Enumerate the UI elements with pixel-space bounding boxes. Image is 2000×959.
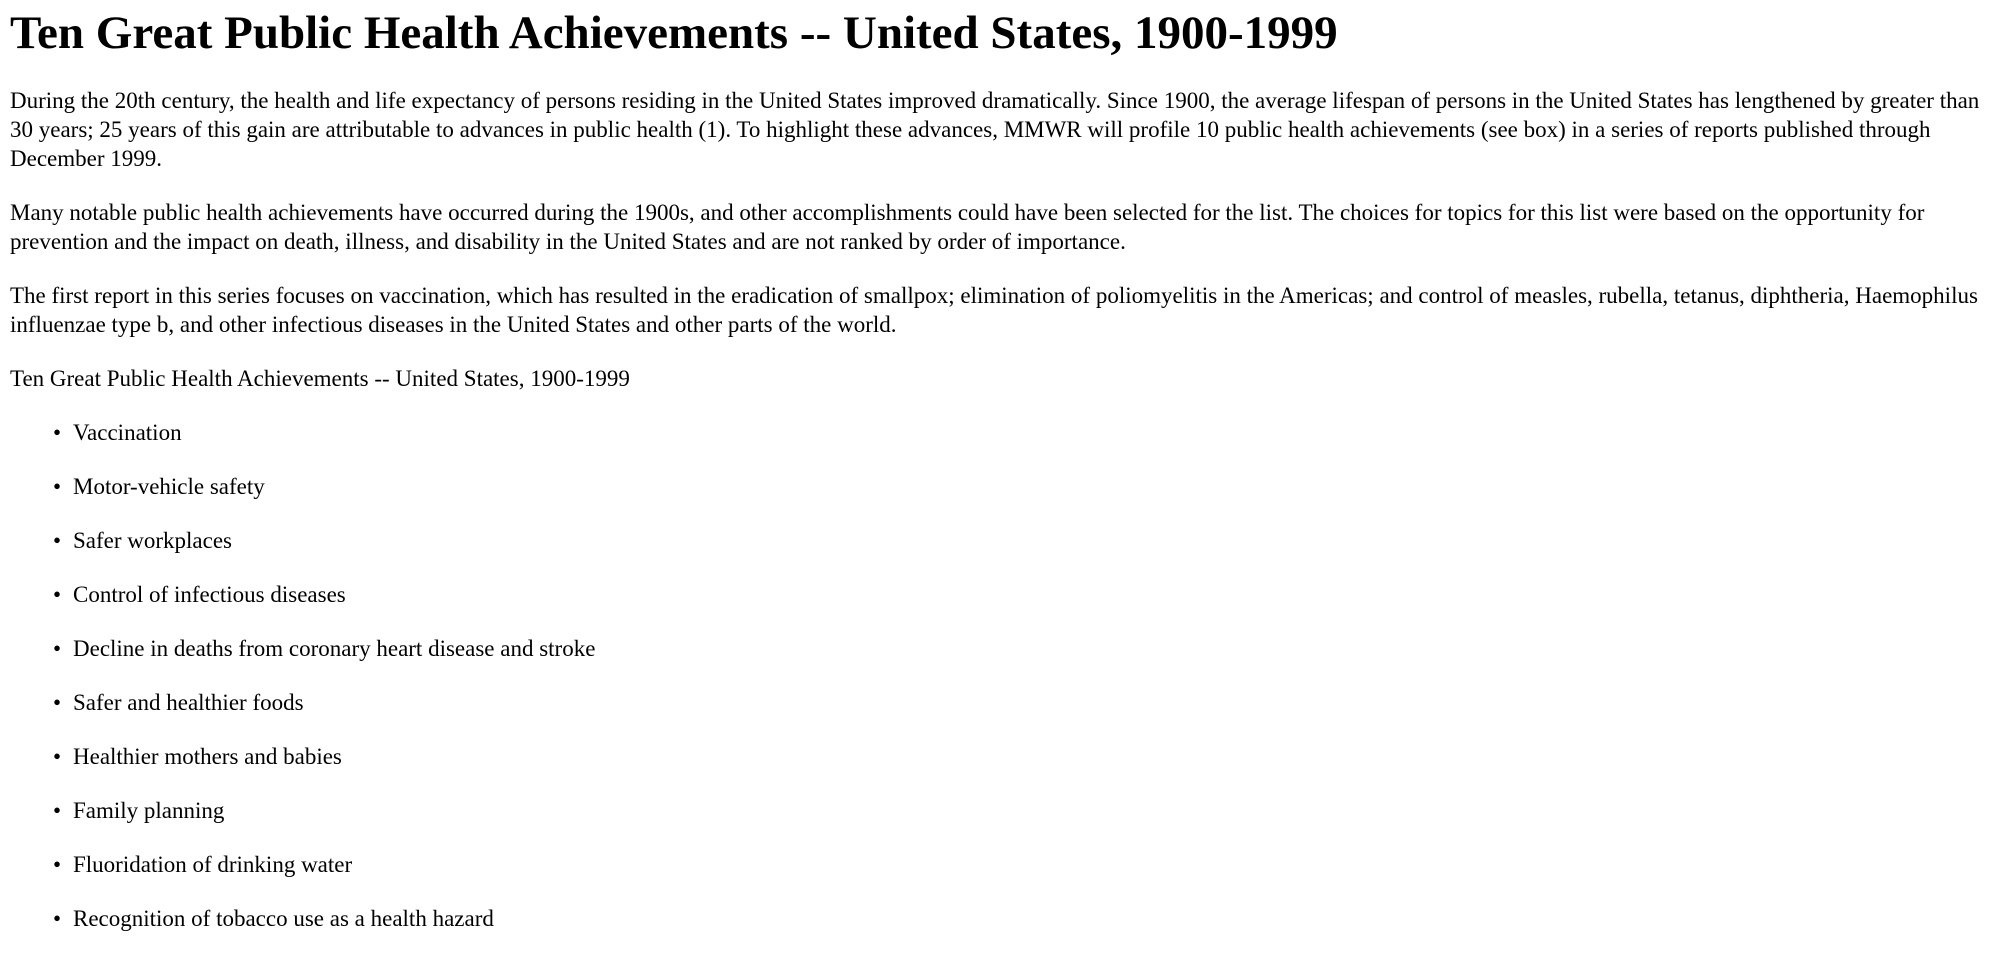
document-page: [0, 6, 2000, 933]
bullet-icon: •: [53, 635, 62, 661]
achievements-list-title: Ten Great Public Health Achievements -- United States, 1900-1999: [10, 365, 630, 391]
list-item: [53, 473, 1990, 502]
list-item-text: Decline in deaths from coronary heart disease and stroke: [73, 635, 596, 661]
bullet-icon: •: [53, 689, 62, 715]
list-item: [53, 851, 1990, 880]
list-item-text: Control of infectious diseases: [73, 581, 346, 607]
bullet-icon: •: [53, 851, 62, 877]
list-item-text: Family planning: [73, 797, 225, 823]
intro-paragraph: During the 20th century, the health and life expectancy of persons residing in the United States improved dramatically. Since 1900, the average lifespan of persons in the United States has lengthened by greater than 30 years; 25 years of this gain are attributable to advances in public health (1). To highlight these advances, MMWR will profile 10 public health achievements (see box) in a series of reports published through December 1999.: [10, 88, 1980, 171]
list-item: [53, 419, 1990, 448]
list-item: [53, 581, 1990, 610]
achievements-list: [10, 419, 1990, 934]
selection-paragraph: Many notable public health achievements have occurred during the 1900s, and other accomplishments could have been selected for the list. The choices for topics for this list were based on the opportunity for prevention and the impact on death, illness, and disability in the United States and are not ranked by order of importance.: [10, 199, 1925, 254]
bullet-icon: •: [53, 581, 62, 607]
list-item: [53, 905, 1990, 934]
list-item-text: Safer and healthier foods: [73, 689, 304, 715]
list-item-text: Recognition of tobacco use as a health hazard: [73, 905, 494, 931]
bullet-icon: •: [53, 743, 62, 769]
list-item-text: Fluoridation of drinking water: [73, 851, 353, 877]
bullet-icon: •: [53, 473, 62, 499]
list-item: [53, 797, 1990, 826]
list-item-text: Motor-vehicle safety: [73, 473, 265, 499]
bullet-icon: •: [53, 419, 62, 445]
list-item-text: Vaccination: [73, 419, 182, 445]
bullet-icon: •: [53, 797, 62, 823]
list-item: [53, 743, 1990, 772]
bullet-icon: •: [53, 905, 62, 931]
vaccination-paragraph: The first report in this series focuses on vaccination, which has resulted in the eradication of smallpox; elimination of poliomyelitis in the Americas; and control of measles, rubella, tetanus, diphtheria, Haemophilus influenzae type b, and other infectious diseases in the United States and other parts of the world.: [10, 282, 1978, 337]
page-title: Ten Great Public Health Achievements -- United States, 1900-1999: [10, 7, 1338, 59]
list-item-text: Healthier mothers and babies: [73, 743, 342, 769]
list-item: [53, 635, 1990, 664]
bullet-icon: •: [53, 527, 62, 553]
list-item: [53, 689, 1990, 718]
list-item-text: Safer workplaces: [73, 527, 233, 553]
list-item: [53, 527, 1990, 556]
